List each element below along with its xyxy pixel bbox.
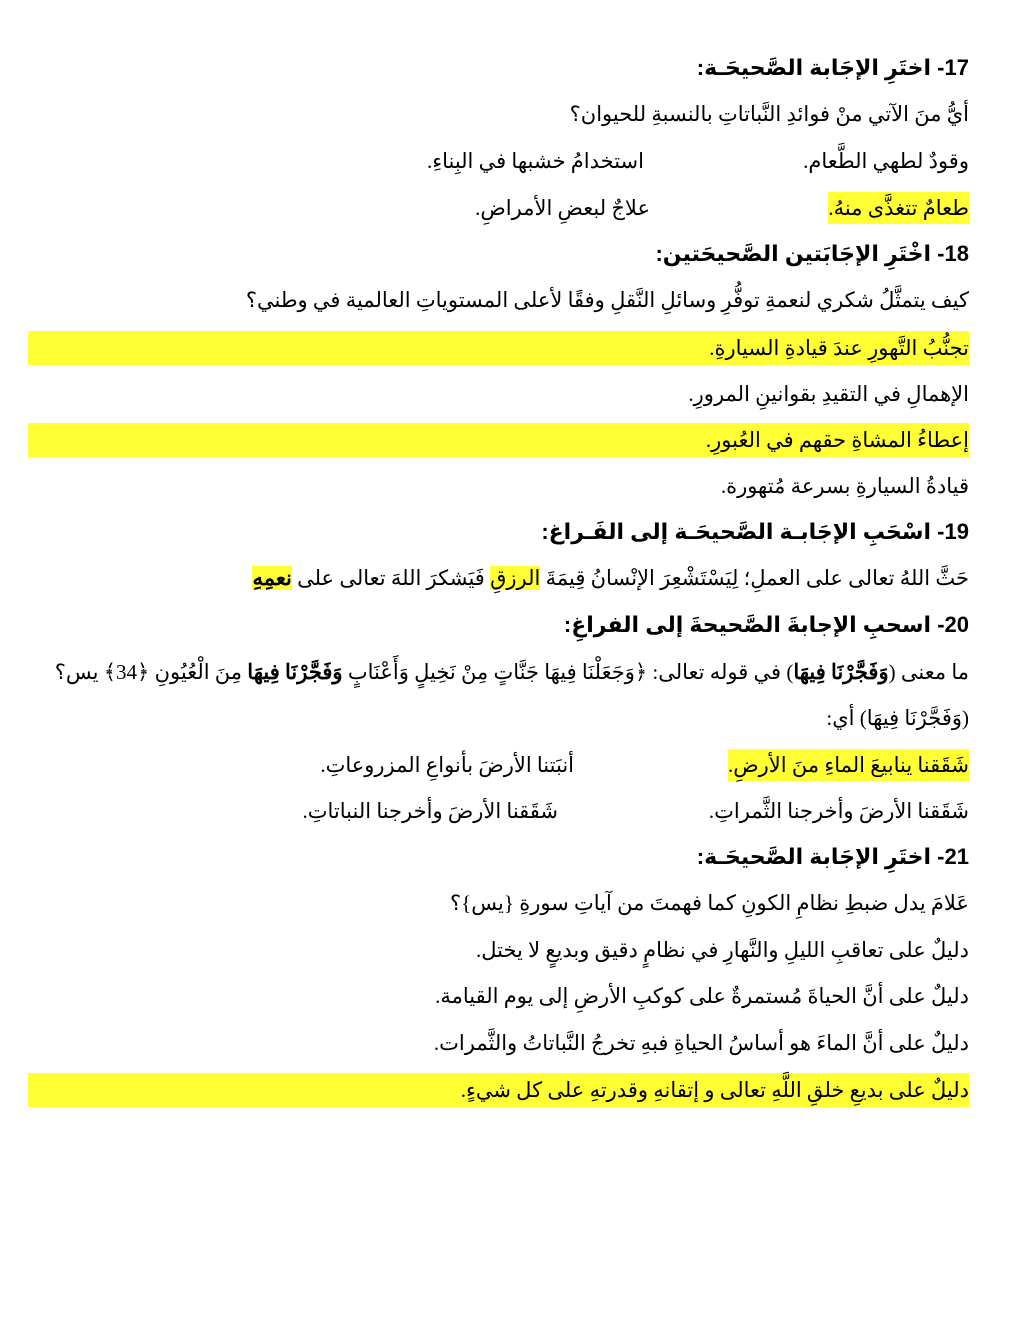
q20-option-1-correct[interactable]: شَقَقنا ينابيعَ الماءِ منَ الأرضِ. (728, 749, 969, 781)
q20-verse-end: مِنَ الْعُيُونِ ﴿34﴾ يس؟ (54, 660, 248, 684)
q17-option-4[interactable]: علاجٌ لبعضِ الأمراضِ. (475, 196, 650, 220)
q18-question: كيف يتمثَّلُ شكري لنعمةِ توفُّرِ وسائلِ النَّقلِ وفقًا لأعلى المستوياتِ العالمية في وطني؟ (245, 288, 969, 312)
q18-option-2[interactable]: الإهمالِ في التقيدِ بقوانينِ المرورِ. (688, 382, 969, 406)
q21-option-2[interactable]: دليلٌ على أنَّ الحياةَ مُستمرةٌ على كوكبِ الأرضِ إلى يوم القيامة. (435, 984, 969, 1008)
q19-sentence (252, 562, 969, 594)
q18-heading: 18- اخْتَرِ الإجَابَتين الصَّحيحَتين: (655, 241, 969, 266)
q19-blank-1-answer[interactable]: الرزقِ (490, 566, 541, 590)
q17-option-2[interactable]: استخدامُ خشبها في البِناءِ. (426, 149, 644, 173)
q19-text-part2: فَيَشكرَ اللهَ تعالى على (291, 566, 491, 590)
q18-option-3-correct[interactable]: إعطاءُ المشاةِ حقهم في العُبورِ. (705, 428, 969, 452)
q20-verse-mid: ) في قوله تعالى: ﴿وَجَعَلْنَا فِيهَا جَنَّاتٍ مِنْ نَخِيلٍ وَأَعْنَابٍ (342, 660, 794, 684)
q21-option-1[interactable]: دليلٌ على تعاقبِ الليلِ والنَّهارِ في نظامٍ دقيق وبديعٍ لا يختل. (475, 938, 969, 962)
q20-verse-bold: وَفَجَّرْنَا فِيهَا (247, 660, 343, 684)
q17-option-3-correct[interactable]: طعامٌ تتغذَّى منهُ. (828, 192, 969, 224)
q20-question (55, 656, 969, 688)
q18-option-1-correct[interactable]: تجنُّبُ التَّهورِ عندَ قيادةِ السيارةِ. (709, 336, 969, 360)
q19-heading: 19- اسْحَبِ الإجَابـة الصَّحيحَـة إلى الفَـراغ: (541, 519, 969, 544)
q18-option-4[interactable]: قيادةُ السيارةِ بسرعة مُتهورة. (720, 474, 969, 498)
q17-heading: 17- اختَرِ الإجَابة الصَّحيحَـة: (696, 55, 969, 80)
q20-line2: (وَفَجَّرْنَا فِيهَا) أي: (826, 706, 969, 730)
q21-option-4-correct[interactable]: دليلٌ على بديعِ خلقِ اللَّهِ تعالى و إتقانهِ وقدرتهِ على كل شيءٍ. (460, 1078, 969, 1102)
q17-question: أيُّ منَ الآتي منْ فوائدِ النَّباتاتِ بالنسبةِ للحيوان؟ (569, 102, 969, 126)
q20-intro: ما معنى ( (888, 660, 969, 684)
q20-option-2[interactable]: أنبَتنا الأرضَ بأنواعِ المزروعاتِ. (320, 753, 574, 777)
q20-option-3[interactable]: شَقَقنا الأرضَ وأخرجنا الثَّمراتِ. (708, 799, 969, 823)
q20-heading: 20- اسحبِ الإجابةَ الصَّحيحةَ إلى الفراغِ: (563, 612, 969, 637)
q20-term: وَفَجَّرْنَا فِيهَا (793, 660, 889, 684)
q17-option-1[interactable]: وقودٌ لطهي الطَّعام. (803, 149, 969, 173)
q20-option-4[interactable]: شَقَقنا الأرضَ وأخرجنا النباتاتِ. (302, 799, 558, 823)
q21-option-3[interactable]: دليلٌ على أنَّ الماءَ هو أساسُ الحياةِ فبهِ تخرجُ النَّباتاتُ والثَّمرات. (433, 1031, 969, 1055)
q21-question: عَلامَ يدل ضبطِ نظامِ الكونِ كما فهمتَ من آياتِ سورةِ {يس}؟ (450, 891, 969, 915)
q21-heading: 21- اختَرِ الإجَابة الصَّحيحَـة: (696, 844, 969, 869)
q19-text-part1: حَثَّ اللهُ تعالى على العملِ؛ لِيَسْتَشْعِرَ الإنْسانُ قِيمَةَ (540, 566, 969, 590)
q19-blank-2-answer[interactable]: نعمِهِ (252, 566, 292, 590)
